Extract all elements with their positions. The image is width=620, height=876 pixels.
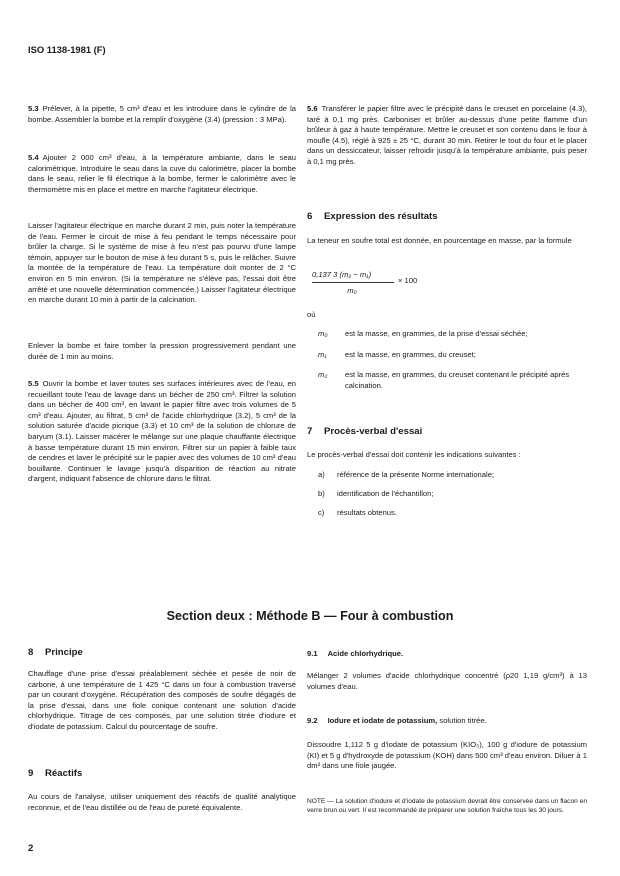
variable-list	[318, 329, 586, 391]
section-number: 6	[307, 211, 313, 222]
section-title: Principe	[45, 647, 83, 658]
page-number: 2	[28, 843, 34, 854]
variable-m0	[318, 329, 586, 340]
list-item	[318, 508, 586, 517]
formula	[312, 270, 394, 295]
paragraph-5-5	[28, 379, 296, 485]
paragraph-5-3	[28, 104, 296, 125]
clause-number: 9.1	[307, 649, 318, 658]
subsection-9-1-text: Mélanger 2 volumes d'acide chlorhydrique concentré (ρ20 1,19 g/cm³) à 13 volumes d'eau.	[307, 671, 587, 691]
item-letter: b)	[318, 489, 325, 498]
section-title: Réactifs	[45, 768, 83, 779]
section-two-title: Section deux : Méthode B — Four à combustion	[166, 609, 454, 623]
formula-multiplier: × 100	[398, 276, 418, 285]
formula-numerator: 0,137 3 (m₂ − m₁)	[312, 270, 394, 283]
variable-m1	[318, 350, 586, 361]
paragraph-5-4-end: Enlever la bombe et faire tomber la pression progressivement pendant une durée de 1 min au moins.	[28, 341, 296, 361]
item-text: référence de la présente Norme internationale;	[337, 470, 495, 479]
section-8-heading	[28, 647, 83, 658]
variable-definition: est la masse, en grammes, du creuset contenant le précipité après calcination.	[345, 370, 570, 390]
clause-number: 5.4	[28, 153, 39, 162]
section-6-intro: La teneur en soufre total est donnée, en pourcentage en masse, par la formule	[307, 236, 572, 245]
section-number: 7	[307, 426, 313, 437]
section-9-text: Au cours de l'analyse, utiliser uniquement des réactifs de qualité analytique reconnue, et de l'eau distillée ou de l'eau de pureté équivalente.	[28, 792, 296, 812]
paragraph-5-4	[28, 153, 296, 195]
report-items	[318, 470, 586, 527]
section-number: 9	[28, 768, 34, 779]
variable-definition: est la masse, en grammes, du creuset;	[345, 349, 476, 359]
item-letter: a)	[318, 470, 325, 479]
item-text: résultats obtenus.	[337, 508, 397, 517]
variable-symbol: m₂	[318, 370, 328, 380]
section-7-intro: Le procès-verbal d'essai doit contenir les indications suivantes :	[307, 450, 521, 459]
clause-title: Iodure et iodate de potassium,	[327, 716, 438, 725]
note: NOTE — La solution d'iodure et d'iodate de potassium devrait être conservée dans un flacon en verre brun ou vert. Il est recommandé de préparer une solution fraîche tous les 30 jours.	[307, 798, 587, 815]
section-6-heading	[307, 211, 438, 222]
where-label: où	[307, 310, 316, 319]
item-text: identification de l'échantillon;	[337, 489, 434, 498]
clause-text: Transférer le papier filtre avec le précipité dans le creuset en porcelaine (4.3), taré à 0,1 mg près. Carboniser et brûler au-dessus d'une petite flamme d'un brûleur à gaz à haute température. Mettre le creuset et son contenu dans le four à moufle (4.5), réglé à 925 ± 25 °C, durant 30 min. Retirer le tout du four et le placer dans un dessiccateur, laisser refroidir jusqu'à la température ambiante, puis peser à 0,1 mg près.	[307, 104, 587, 166]
clause-number: 5.3	[28, 104, 39, 113]
clause-text: Ouvrir la bombe et laver toutes ses surfaces intérieures avec de l'eau, en recueillant toute l'eau de lavage dans un bécher de 250 cm³. Filtrer la solution dans un bécher de 400 cm³, en lavant le papier filtre avec trois volumes de 5 cm³ d'eau. Ajouter, au filtrat, 5 cm³ de l'acide chlorhydrique (3.2), 5 cm³ de la solution saturée d'acide picrique (3.3) et 10 cm³ de la solution de chlorure de baryum (3.1). Laisser macérer le mélange sur une plaque chauffante électrique à basse température durant 15 min environ. Filtrer sur un papier à faible taux de cendres et laver le précipité sur le papier avec des volumes de 10 cm³ d'eau bouillante. Continuer le lavage jusqu'à disparition de réaction au nitrate d'argent, indiquant l'absence de chlorure dans le filtrat.	[28, 379, 296, 484]
variable-m2	[318, 370, 586, 391]
variable-symbol: m₀	[318, 329, 328, 338]
section-8-text: Chauffage d'une prise d'essai préalablement séchée et pesée de noir de carbone, à une température de 1 425 °C dans un four à combustion traversé par un courant d'oxygène. Récupération des composés de soufre dégagés de la prise d'essai, dans une fiole conique contenant une solution d'acide chlorhydrique. Titrage de ces composés, par une solution titrée d'iodure et d'iodate de potassium. Calcul du pourcentage de soufre.	[28, 669, 296, 731]
subsection-9-1-heading	[307, 649, 403, 658]
section-9-heading	[28, 768, 82, 779]
clause-title-rest: solution titrée.	[439, 716, 487, 725]
clause-number: 9.2	[307, 716, 318, 725]
clause-number: 5.6	[307, 104, 318, 113]
variable-symbol: m₁	[318, 349, 327, 359]
section-number: 8	[28, 647, 34, 658]
section-title: Procès-verbal d'essai	[324, 426, 423, 437]
clause-number: 5.5	[28, 379, 39, 388]
variable-definition: est la masse, en grammes, de la prise d'essai séchée;	[345, 329, 528, 338]
clause-text: Prélever, à la pipette, 5 cm³ d'eau et les introduire dans le cylindre de la bombe. Assembler la bombe et la remplir d'oxygène (3.4) (pression : 3 MPa).	[28, 104, 296, 124]
section-title: Expression des résultats	[324, 211, 438, 222]
item-letter: c)	[318, 508, 325, 517]
clause-title: Acide chlorhydrique.	[327, 649, 404, 658]
paragraph-5-4-continued: Laisser l'agitateur électrique en marche durant 2 min, puis noter la température de l'eau. Fermer le circuit de mise à feu pendant le temps nécessaire pour brûler la charge. Si le système de mise à feu n'est pas pourvu d'une lampe témoin, appuyer sur le bouton de mise à feu durant 5 s, puis le relâcher. Suivre la montée de la température de l'eau. La température doit monter de 2 °C environ en 5 min environ. (Si la température ne s'élève pas, l'essai doit être arrêté et une nouvelle détermination commencée.) Laisser l'agitateur électrique en marche durant 10 min à partir de la calcination.	[28, 221, 296, 305]
list-item	[318, 470, 586, 479]
list-item	[318, 489, 586, 498]
document-reference: ISO 1138-1981 (F)	[28, 44, 106, 55]
clause-text: Ajouter 2 000 cm³ d'eau, à la température ambiante, dans le seau calorimétrique. Introduire le seau dans la cuve du calorimètre, placer la bombe dans le seau, relier le fil électrique à la bombe, fermer le calorimètre avec le thermomètre mis en place et mettre en marche l'agitateur électrique.	[28, 153, 296, 194]
subsection-9-2-text: Dissoudre 1,112 5 g d'iodate de potassium (KIO₃), 100 g d'iodure de potassium (KI) et 5 g d'hydroxyde de potassium (KOH) dans 500 cm³ d'eau environ. Diluer à 1 dm³ dans une fiole jaugée.	[307, 740, 587, 771]
subsection-9-2-heading	[307, 716, 487, 725]
section-7-heading	[307, 426, 422, 437]
paragraph-5-6	[307, 104, 587, 168]
formula-denominator: m₀	[347, 286, 357, 295]
